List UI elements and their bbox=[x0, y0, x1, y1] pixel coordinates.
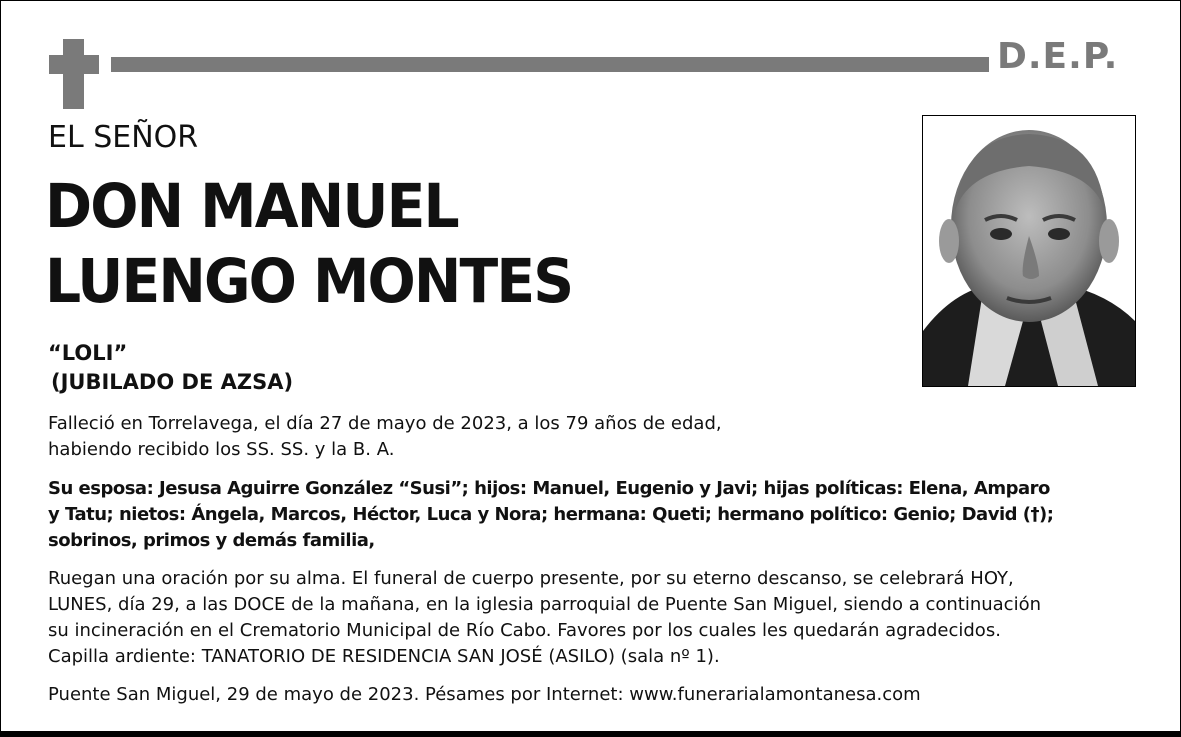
portrait-photo bbox=[922, 115, 1136, 387]
name-line-2: LUENGO MONTES bbox=[45, 246, 573, 317]
death-paragraph bbox=[48, 411, 722, 463]
funeral-line: Ruegan una oración por su alma. El funeral de cuerpo presente, por su eterno descanso, se celebrará HOY, bbox=[48, 568, 1014, 589]
deceased-name bbox=[45, 169, 572, 319]
funeral-line: LUNES, día 29, a las DOCE de la mañana, en la iglesia parroquial de Puente San Miguel, siendo a continuación bbox=[48, 594, 1041, 615]
funeral-line: su incineración en el Crematorio Municipal de Río Cabo. Favores por los cuales les quedarán agradecidos. bbox=[48, 620, 1001, 641]
footer-line: Puente San Miguel, 29 de mayo de 2023. Pésames por Internet: www.funerarialamontanesa.com bbox=[48, 684, 921, 705]
death-line: Falleció en Torrelavega, el día 27 de mayo de 2023, a los 79 años de edad, bbox=[48, 413, 722, 434]
funeral-paragraph bbox=[48, 566, 1041, 670]
funeral-line: Capilla ardiente: TANATORIO DE RESIDENCIA SAN JOSÉ (ASILO) (sala nº 1). bbox=[48, 646, 720, 667]
name-line-1: DON MANUEL bbox=[45, 171, 458, 242]
family-paragraph bbox=[48, 476, 1148, 554]
portrait-image bbox=[923, 116, 1135, 386]
cross-horizontal-bar bbox=[49, 55, 99, 74]
alias: “LOLI” bbox=[48, 341, 128, 365]
occupation: (JUBILADO DE AZSA) bbox=[51, 370, 294, 394]
honorific: EL SEÑOR bbox=[48, 120, 199, 155]
family-line: Su esposa: Jesusa Aguirre González “Susi”; hijos: Manuel, Eugenio y Javi; hijas políticas: Elena, Amparo bbox=[48, 478, 1050, 499]
family-line: sobrinos, primos y demás familia, bbox=[48, 530, 375, 551]
header-rule bbox=[111, 57, 989, 72]
family-line: y Tatu; nietos: Ángela, Marcos, Héctor, Luca y Nora; hermana: Queti; hermano político: Genio; David (†); bbox=[48, 504, 1054, 525]
cross-vertical-bar bbox=[63, 39, 84, 109]
death-line: habiendo recibido los SS. SS. y la B. A. bbox=[48, 439, 395, 460]
dep-label: D.E.P. bbox=[997, 36, 1119, 77]
